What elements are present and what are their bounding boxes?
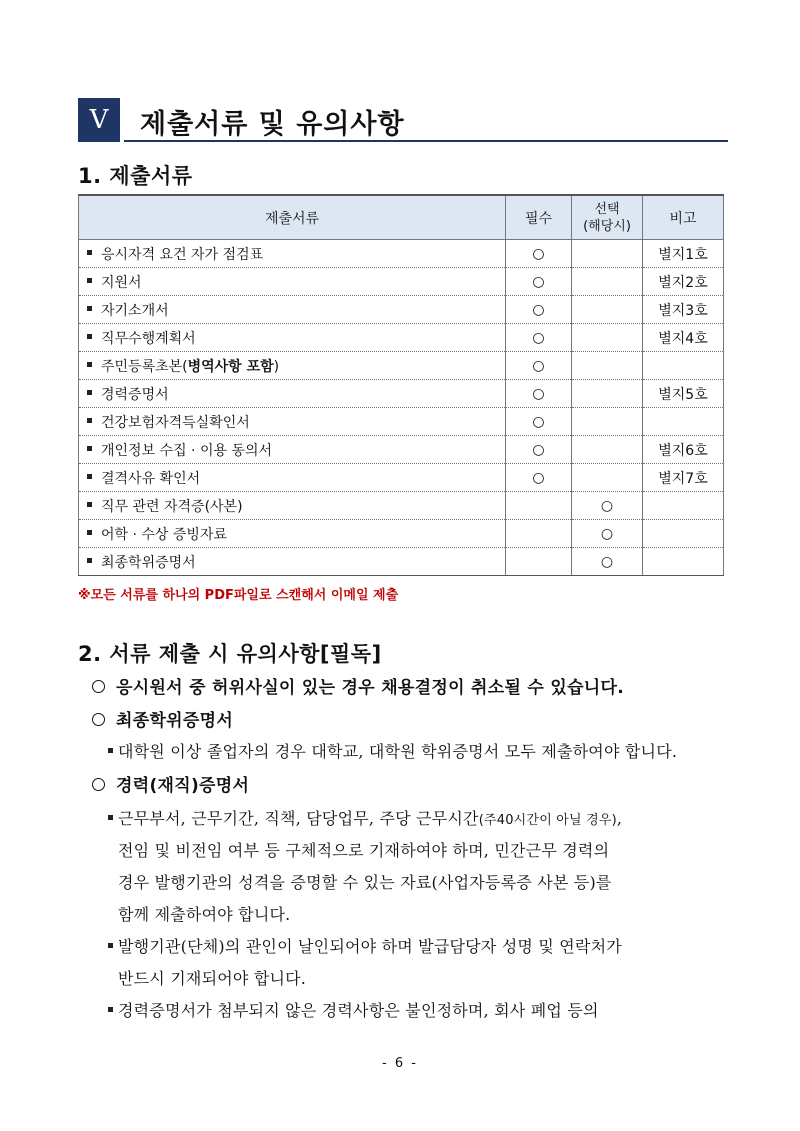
header-required: 필수 bbox=[506, 195, 572, 240]
document-name-cell bbox=[79, 408, 506, 436]
square-bullet-icon bbox=[87, 446, 92, 451]
note-detail-text: 경력증명서가 첨부되지 않은 경력사항은 불인정하며, 회사 폐업 등의 bbox=[118, 1001, 599, 1020]
document-name: 직무 관련 자격증(사본) bbox=[101, 498, 243, 515]
document-name: 결격사유 확인서 bbox=[101, 470, 201, 487]
note-detail-text: 발행기관(단체)의 관인이 날인되어야 하며 발급담당자 성명 및 연락처가 bbox=[118, 937, 622, 956]
header-document: 제출서류 bbox=[79, 195, 506, 240]
section-title: 제출서류 및 유의사항 bbox=[140, 109, 405, 140]
note-cell: 별지5호 bbox=[643, 380, 724, 408]
table-row bbox=[79, 296, 724, 324]
note-career-bullet2-line1 bbox=[108, 934, 622, 957]
document-name-cell bbox=[79, 464, 506, 492]
header-optional-line1: 선택 bbox=[594, 201, 620, 217]
optional-mark-cell bbox=[572, 408, 643, 436]
circle-bullet-icon bbox=[92, 680, 105, 693]
optional-mark-cell bbox=[572, 296, 643, 324]
table-header-row bbox=[79, 195, 724, 240]
note-detail-text: 근무부서, 근무기간, 직책, 담당업무, 주당 근무시간 bbox=[118, 809, 479, 828]
note-career-bullet1-line3: 경우 발행기관의 성격을 증명할 수 있는 자료(사업자등록증 사본 등)를 bbox=[118, 873, 612, 892]
document-name: 개인정보 수집 · 이용 동의서 bbox=[101, 442, 273, 459]
table-row bbox=[79, 548, 724, 576]
optional-mark-cell: ○ bbox=[572, 548, 643, 576]
note-text: 응시원서 중 허위사실이 있는 경우 채용결정이 취소될 수 있습니다. bbox=[116, 678, 624, 698]
document-name: 주민등록초본( bbox=[101, 358, 188, 375]
note-cell: 별지2호 bbox=[643, 268, 724, 296]
note-item-career bbox=[92, 771, 249, 796]
required-mark-cell: ○ bbox=[506, 268, 572, 296]
document-name: 지원서 bbox=[101, 274, 142, 291]
document-name-cell bbox=[79, 240, 506, 268]
note-career-bullet1-line1 bbox=[108, 806, 622, 829]
heading-submission-notes: 2. 서류 제출 시 유의사항[필독] bbox=[78, 642, 382, 666]
document-name-cell bbox=[79, 324, 506, 352]
document-name: 자기소개서 bbox=[101, 302, 169, 319]
square-bullet-icon bbox=[87, 418, 92, 423]
square-bullet-icon bbox=[87, 250, 92, 255]
table-row bbox=[79, 240, 724, 268]
section-header bbox=[78, 98, 728, 142]
document-name: 최종학위증명서 bbox=[101, 554, 196, 571]
optional-mark-cell bbox=[572, 436, 643, 464]
table-footnote: ※모든 서류를 하나의 PDF파일로 스캔해서 이메일 제출 bbox=[78, 588, 399, 603]
table-row bbox=[79, 464, 724, 492]
document-name-cell bbox=[79, 380, 506, 408]
document-name: 응시자격 요건 자가 점검표 bbox=[101, 246, 264, 263]
required-mark-cell bbox=[506, 548, 572, 576]
note-career-bullet3-line1 bbox=[108, 998, 599, 1021]
optional-mark-cell bbox=[572, 324, 643, 352]
note-detail-text: , bbox=[616, 809, 623, 828]
document-name: 경력증명서 bbox=[101, 386, 169, 403]
document-name: 직무수행계획서 bbox=[101, 330, 196, 347]
note-cell bbox=[643, 548, 724, 576]
optional-mark-cell bbox=[572, 352, 643, 380]
document-name-cell bbox=[79, 296, 506, 324]
square-bullet-icon bbox=[87, 278, 92, 283]
note-career-bullet1-line4: 함께 제출하여야 합니다. bbox=[118, 905, 291, 924]
document-name-cell bbox=[79, 548, 506, 576]
square-bullet-icon bbox=[87, 502, 92, 507]
circle-bullet-icon bbox=[92, 778, 105, 791]
note-cell bbox=[643, 352, 724, 380]
optional-mark-cell bbox=[572, 268, 643, 296]
note-cell bbox=[643, 408, 724, 436]
document-name-tail: ) bbox=[273, 358, 280, 375]
square-bullet-icon bbox=[87, 362, 92, 367]
table-row bbox=[79, 520, 724, 548]
optional-mark-cell bbox=[572, 240, 643, 268]
note-degree-detail bbox=[108, 739, 677, 762]
table-row bbox=[79, 436, 724, 464]
note-text: 경력(재직)증명서 bbox=[116, 776, 250, 796]
required-mark-cell: ○ bbox=[506, 408, 572, 436]
note-item-false-info bbox=[92, 673, 624, 698]
note-detail-text: 대학원 이상 졸업자의 경우 대학교, 대학원 학위증명서 모두 제출하여야 합니다. bbox=[118, 742, 678, 761]
note-detail-small-text: (주40시간이 아닐 경우) bbox=[478, 813, 617, 828]
table-row bbox=[79, 352, 724, 380]
note-career-bullet1-line2: 전임 및 비전임 여부 등 구체적으로 기재하여야 하며, 민간근무 경력의 bbox=[118, 841, 610, 860]
note-item-degree bbox=[92, 706, 233, 731]
table-row bbox=[79, 492, 724, 520]
note-career-bullet2-line2: 반드시 기재되어야 합니다. bbox=[118, 969, 307, 988]
square-bullet-icon bbox=[87, 306, 92, 311]
note-text: 최종학위증명서 bbox=[116, 711, 234, 731]
optional-mark-cell: ○ bbox=[572, 520, 643, 548]
required-mark-cell: ○ bbox=[506, 240, 572, 268]
note-cell: 별지7호 bbox=[643, 464, 724, 492]
document-name-emphasis: 병역사항 포함 bbox=[187, 358, 274, 375]
document-name-cell bbox=[79, 268, 506, 296]
document-name-cell bbox=[79, 492, 506, 520]
section-number-badge: V bbox=[78, 98, 120, 142]
square-bullet-icon bbox=[108, 748, 113, 753]
note-cell: 별지1호 bbox=[643, 240, 724, 268]
document-name: 어학 · 수상 증빙자료 bbox=[101, 526, 227, 543]
required-mark-cell: ○ bbox=[506, 464, 572, 492]
note-cell: 별지3호 bbox=[643, 296, 724, 324]
table-row bbox=[79, 380, 724, 408]
section-underline bbox=[124, 140, 728, 142]
document-name-cell bbox=[79, 352, 506, 380]
required-mark-cell: ○ bbox=[506, 436, 572, 464]
optional-mark-cell bbox=[572, 464, 643, 492]
note-cell bbox=[643, 492, 724, 520]
square-bullet-icon bbox=[108, 815, 113, 820]
optional-mark-cell bbox=[572, 380, 643, 408]
document-name: 건강보험자격득실확인서 bbox=[101, 414, 250, 431]
square-bullet-icon bbox=[87, 558, 92, 563]
required-mark-cell: ○ bbox=[506, 324, 572, 352]
table-row bbox=[79, 324, 724, 352]
square-bullet-icon bbox=[108, 943, 113, 948]
square-bullet-icon bbox=[87, 390, 92, 395]
note-cell bbox=[643, 520, 724, 548]
note-cell: 별지4호 bbox=[643, 324, 724, 352]
required-mark-cell: ○ bbox=[506, 352, 572, 380]
header-optional-line2: (해당시) bbox=[583, 218, 631, 234]
required-mark-cell bbox=[506, 492, 572, 520]
note-cell: 별지6호 bbox=[643, 436, 724, 464]
required-mark-cell: ○ bbox=[506, 380, 572, 408]
document-name-cell bbox=[79, 520, 506, 548]
square-bullet-icon bbox=[87, 474, 92, 479]
optional-mark-cell: ○ bbox=[572, 492, 643, 520]
table-row bbox=[79, 408, 724, 436]
square-bullet-icon bbox=[87, 334, 92, 339]
header-optional bbox=[572, 195, 643, 240]
document-name-cell bbox=[79, 436, 506, 464]
header-note: 비고 bbox=[643, 195, 724, 240]
table-row bbox=[79, 268, 724, 296]
required-mark-cell bbox=[506, 520, 572, 548]
page-number: - 6 - bbox=[382, 1056, 418, 1071]
circle-bullet-icon bbox=[92, 713, 105, 726]
heading-submission-documents: 1. 제출서류 bbox=[78, 164, 193, 188]
documents-table bbox=[78, 194, 724, 576]
square-bullet-icon bbox=[87, 530, 92, 535]
square-bullet-icon bbox=[108, 1007, 113, 1012]
required-mark-cell: ○ bbox=[506, 296, 572, 324]
